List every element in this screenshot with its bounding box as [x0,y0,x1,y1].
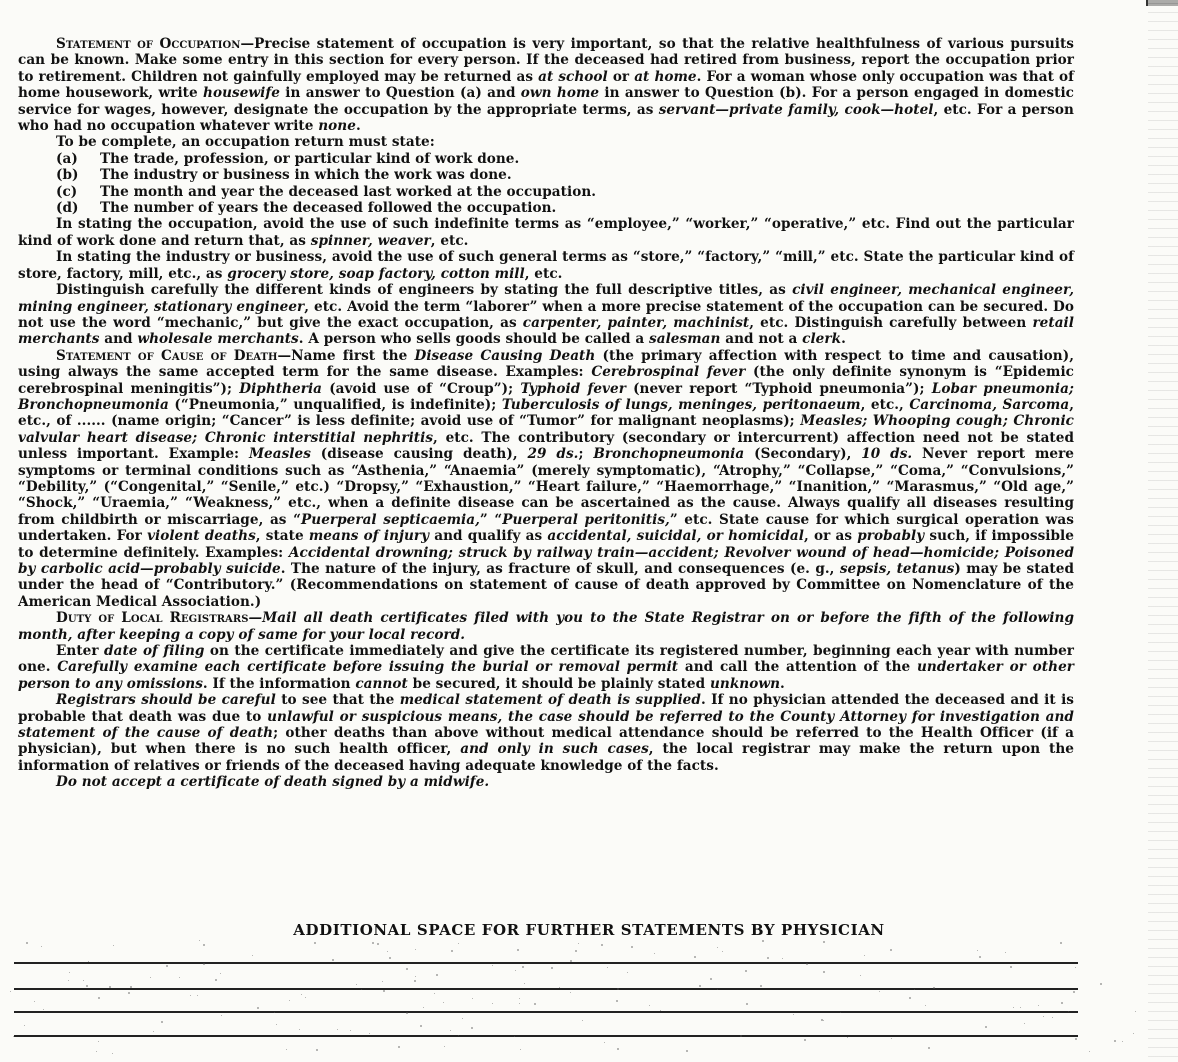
list-key: (c) [56,183,78,200]
reg-text: , the local registrar may make the return upon the information of relatives or friends of the deceased having adequate knowledge of the facts. [18,741,1075,774]
cause-text: ) may be stated under the head of “Contributory.” (Recommendations on statement of cause of death approved by Committee on Nomenclature of the American Medical Association.) [18,561,1075,610]
scan-speck [316,1049,318,1051]
undertaker-omissions: undertaker or other person to any omissions [18,659,1074,692]
scan-speck [1060,942,1062,944]
reg-text: ; other deaths than above without medical attendance should be referred to the Health Officer (if a physician), but when there is no such health officer, [18,725,1074,758]
scan-speck [694,956,696,958]
cause-text: ” “ [479,511,503,528]
scan-speck [864,955,865,956]
at-school: at school [538,68,608,85]
scan-speck [985,1026,987,1028]
scan-speck [130,986,132,988]
writing-line[interactable] [14,1035,1078,1037]
wholesale-merchants: wholesale merchants [137,331,299,348]
scan-speck [337,1029,338,1030]
occupation-intro: —Precise statement of occupation is very important, so that the relative healthfulness of various pursuits can be known. Make some entry in this section for every person. If the deceased had retired from business, report the occupation prior to retirement. Children not gainfully employed may be returned as [18,36,1075,85]
scan-speck [286,1049,287,1050]
scan-speck [458,1035,459,1036]
cause-text: ” etc. State cause for which surgical operation was undertaken. For [18,511,1074,545]
cause-text: —Name first the [277,347,415,364]
scan-speck [153,1031,154,1032]
scan-speck [686,1050,688,1052]
writing-line[interactable] [14,1011,1078,1013]
writing-line[interactable] [14,962,1078,964]
scan-speck [1073,991,1075,993]
list-text: The trade, profession, or particular kind of work done. [100,150,520,167]
scan-speck [782,958,783,959]
scan-speck [436,974,438,976]
scan-speck [582,1020,583,1021]
list-text: The industry or business in which the work was done. [100,167,512,184]
scan-speck [1075,967,1076,968]
scan-speck [914,989,915,990]
scan-speck [69,972,70,973]
none-word: none [318,118,356,135]
cannot: cannot [355,675,408,692]
scan-speck [458,943,459,944]
cause-heading: Statement of Cause of Death [56,347,278,364]
list-text: The number of years the deceased followed the occupation. [100,200,557,217]
scan-speck [617,988,619,990]
scan-speck [804,1039,806,1041]
scan-speck [1005,952,1006,953]
list-item [18,151,1074,167]
scan-speck [361,989,362,990]
scan-speck [415,976,416,977]
scan-speck [649,1005,650,1006]
scan-speck [977,950,978,951]
scan-speck [699,985,701,987]
scan-speck [382,981,383,982]
scan-speck [220,973,221,974]
scan-speck [519,998,520,999]
enter-text: . [780,675,785,692]
writing-line[interactable] [14,988,1078,990]
grocery-examples: grocery store, soap factory, cotton mill [227,265,525,282]
scan-speck [109,986,111,988]
scan-speck [1133,1033,1134,1034]
engineer-titles: civil engineer, mechanical engineer, mining engineer, stationary engineer [18,282,1074,315]
cause-text: (Secondary), [744,446,862,463]
medical-statement: medical statement of death is supplied [399,692,701,709]
occupation-paragraph [18,36,1074,134]
scan-speck [1075,1038,1077,1040]
cause-text: such, if impossible to determine definitely. Examples: [18,528,1074,561]
scan-speck [534,1003,536,1005]
means-of-injury: means of injury [308,528,430,545]
scan-speck [515,970,516,971]
scan-speck [423,1007,424,1008]
scan-speck [215,979,217,981]
engineers-paragraph [18,282,1074,348]
enter-text: and call the attention of the [678,659,917,676]
scan-speck [443,1002,444,1003]
cause-text: (never report “Typhoid pneumonia”); [625,380,932,397]
industry-end: , etc. [524,265,563,282]
scan-speck [332,959,334,961]
scan-speck [13,1036,14,1037]
measles-list: Measles; Whooping cough; Chronic valvular heart disease; Chronic interstitial nephritis [18,413,1074,446]
own-home: own home [520,85,600,102]
scan-speck [524,983,525,984]
scan-speck [559,987,560,988]
scan-speck [1068,1011,1069,1012]
cause-text: Never report mere symptoms or terminal conditions such as “Asthenia,” “Anaemia” (merely symptomatic), “Atrophy,” “Collapse,” “Coma,” “Convulsions,” “Debility,” (“Congenital,” “Senile,” etc.) “Dropsy,” “Exhaustion,” “Heart failure,” “Haemorrhage,” “Inanition,” “Marasmus,” “Old age,” “Shock,” “Uraemia,” “Weakness,” etc., when a definite disease can be ascertained as the cause. Always qualify all diseases resulting from childbirth or miscarriage, as “ [18,446,1074,528]
scan-speck [444,1046,445,1047]
scan-speck [276,1024,277,1025]
scan-speck [722,951,723,952]
scan-speck [387,951,388,952]
scan-speck [150,977,151,978]
scan-speck [575,950,577,952]
scan-speck [305,997,306,998]
typhoid-fever: Typhoid fever [520,380,626,397]
cause-text: (disease causing death), [310,446,528,463]
scan-speck [420,1025,422,1027]
terms-paragraph [18,216,1074,249]
scan-speck [601,944,603,946]
duration-10: 10 ds. [861,446,913,463]
retail-merchants: retail merchants [18,314,1074,348]
list-key: (a) [56,150,78,167]
scan-speck [840,1012,841,1013]
cause-text: , etc. The contributory (secondary or intercurrent) affection need not be stated unless important. Example: [18,429,1075,463]
cause-text: , state [255,528,309,545]
registrars-paragraph [18,692,1074,774]
answer-b-text: in answer to Question (b). For a person engaged in domestic service for wages, however, designate the occupation by the appropriate terms, as [18,85,1074,118]
scan-speck [179,977,180,978]
scan-speck [793,1014,794,1015]
scan-speck [1114,1040,1116,1042]
cause-text: (the only definite synonym is “Epidemic cerebrospinal meningitis”); [18,364,1074,397]
scan-speck [879,991,880,992]
scan-speck [289,1000,290,1001]
scan-speck [746,1003,748,1005]
scan-speck [414,980,416,982]
scan-speck [301,994,302,995]
scan-speck [578,943,579,944]
cause-text: , etc., of ...... (name origin; “Cancer” is less definite; avoid use of “Tumor” for malignant neoplasms); [18,396,1074,430]
end-period: . [841,331,846,348]
lobar-pneumonia: Lobar pneumonia; Bronchopneumonia [18,380,1074,413]
scan-speck [617,1048,619,1050]
industry-paragraph [18,249,1074,282]
scan-speck [514,1036,515,1037]
requirements-list [18,151,1074,217]
duty-heading: Duty of Local Registrars [56,610,249,627]
cause-text: . The nature of the injury, as fracture of skull, and consequences (e. g., [280,561,840,577]
scan-speck [1038,1005,1039,1006]
tuberculosis: Tuberculosis of lungs, meninges, peritonaeum [501,396,861,413]
scan-speck [112,1053,113,1054]
scan-speck [710,978,712,980]
eng-text: Distinguish carefully the different kinds of engineers by stating the full descriptive titles, as [56,282,793,299]
industry-text: In stating the industry or business, avoid the use of such general terms as “store,” “factory,” “mill,” etc. State the particular kind of store, factory, mill, etc., as [18,249,1074,282]
scan-speck [847,1037,848,1038]
scan-speck [34,1001,35,1002]
diphtheria: Diphtheria [239,380,323,397]
scan-speck [522,966,524,968]
unknown: unknown [709,675,781,692]
sepsis-tetanus: sepsis, tetanus [839,561,955,577]
complete-line: To be complete, an occupation return must state: [56,134,435,151]
measles: Measles [248,446,311,463]
scan-speck [928,1047,930,1049]
scan-speck [1089,1051,1090,1052]
scan-speck [627,972,628,973]
scan-speck [717,989,718,990]
list-item [18,184,1074,200]
scan-speck [823,1020,824,1021]
scan-speck [389,957,391,959]
scan-speck [314,942,316,944]
scan-speck [821,1019,823,1021]
probably: probably [857,528,925,545]
puerperal-septicaemia: Puerperal septicaemia, [300,511,480,528]
cause-text: (the primary affection with respect to time and causation), using always the same accepted term for the same disease. Examples: [18,347,1074,381]
occupation-heading: Statement of Occupation [56,36,241,52]
scan-speck [415,949,416,950]
scan-speck [462,1018,463,1019]
scan-speck [492,1003,493,1004]
reg-text: . If no physician attended the deceased and it is probable that death was due to [18,692,1074,725]
none-end: . [355,118,361,135]
scan-speck [398,1046,400,1048]
scan-speck [806,963,808,965]
cause-text: , or as [803,528,858,545]
scan-speck [520,1049,521,1050]
scan-speck [472,998,473,999]
scan-edge-noise [1148,0,1178,1062]
scan-speck [570,992,571,993]
enter-paragraph [18,643,1074,692]
scan-speck [823,971,825,973]
scan-speck [604,1042,605,1043]
enter-text: on the certificate immediately and give the certificate its registered number, beginning each year with number one. [18,643,1074,676]
scan-speck [26,942,28,944]
scan-speck [383,990,385,992]
scan-speck [24,1025,25,1026]
eng-mid2: , etc. Distinguish carefully between [749,314,1033,331]
midwife-line: Do not accept a certificate of death signed by a midwife. [56,774,490,791]
scan-speck [166,965,168,967]
scan-speck [98,1041,99,1042]
enter-text: . If the information [202,675,356,692]
violent-deaths: violent deaths [147,528,256,545]
date-of-filing: date of filing [104,643,205,660]
scan-speck [68,980,69,981]
scan-speck [252,955,253,956]
none-text: , etc. For a person who had no occupation whatever write [18,101,1074,135]
clerk: clerk [802,331,842,348]
scan-speck [860,975,861,976]
cause-text: and qualify as [429,528,548,545]
scan-speck [372,942,374,944]
scan-speck [979,956,981,958]
reg-text: to see that the [275,692,400,709]
eng-mid3: . A person who sells goods should be called a [298,331,650,348]
scan-speck [767,957,769,959]
scan-speck [616,1000,618,1002]
scan-speck [434,993,435,994]
scan-speck [909,997,911,999]
unlawful-means: unlawful or suspicious means, the case should be referred to the County Attorney for investigation and statement of the cause of death [18,708,1074,742]
scan-speck [450,1030,451,1031]
scan-speck [1052,1017,1053,1018]
scan-speck [113,945,114,946]
answer-a-text: in answer to Question (a) and [279,85,521,102]
enter-text: Enter [56,643,105,660]
scan-speck [128,992,130,994]
scan-speck [199,940,200,941]
injury-examples: Accidental drowning; struck by railway train—accident; Revolver wound of head—homicide; Poisoned by carbolic acid—probably suicide [18,544,1074,577]
enter-text: be secured, it should be plainly stated [407,675,710,692]
scan-speck [98,997,100,999]
cause-text: , etc., [860,396,910,413]
scan-speck [96,1051,97,1052]
scan-speck [197,995,198,996]
scan-speck [451,950,453,952]
scan-speck [933,987,935,989]
scan-speck [406,968,408,970]
scan-speck [161,1021,163,1023]
only-in-such-cases: and only in such cases [460,741,649,758]
scan-speck [1043,1016,1044,1017]
puerperal-peritonitis: Puerperal peritonitis, [502,511,670,528]
scan-speck [203,944,205,946]
accidental-suicidal-homicidal: accidental, suicidal, or homicidal [547,528,804,545]
scan-speck [654,953,655,954]
carpenter-examples: carpenter, painter, machinist [522,314,750,331]
scan-speck [890,949,892,951]
salesman: salesman [649,331,721,348]
list-text: The month and year the deceased last worked at the occupation. [100,183,597,200]
cause-text: ; [578,446,594,463]
cause-text: (avoid use of “Croup”); [322,380,521,397]
scan-speck [1013,1007,1014,1008]
housewife: housewife [203,85,280,102]
scan-speck [356,984,357,985]
scan-speck [1135,1011,1136,1012]
spinner-weaver: spinner, weaver [310,232,431,249]
carcinoma-sarcoma: Carcinoma, Sarcoma [909,396,1070,413]
scan-speck [1010,966,1012,968]
duration-29: 29 ds. [527,446,579,463]
scan-speck [631,946,633,948]
and-text: and [99,331,138,348]
bronchopneumonia: Bronchopneumonia [593,446,745,463]
scan-speck [823,941,825,943]
eng-mid: , etc. Avoid the term “laborer” when a more precise statement of the occupation can be secured. Do not use the word “mechanic,” but give the exact occupation, as [18,298,1074,331]
examine-instruction: Carefully examine each certificate before issuing the burial or removal permit [57,659,679,676]
scan-speck [517,949,519,951]
and-not: and not a [720,331,803,348]
scan-speck [762,940,764,942]
cause-paragraph [18,348,1074,611]
list-item [18,200,1074,216]
terms-text: In stating the occupation, avoid the use of such indefinite terms as “employee,” “worker,” “operative,” etc. Find out the particular kind of work done and return that, as [18,216,1074,249]
scan-speck [925,1005,926,1006]
cause-text: (“Pneumonia,” unqualified, is indefinite); [168,396,502,413]
scan-speck [660,1010,661,1011]
woman-text: . For a woman whose only occupation was that of home housework, write [18,68,1074,102]
scan-speck [891,1038,892,1039]
scan-speck [740,1035,742,1037]
scan-speck [203,963,205,965]
scan-speck [1024,1023,1025,1024]
scan-speck [377,943,379,945]
scan-speck [274,1012,275,1013]
scan-speck [257,1007,259,1009]
scan-speck [551,967,553,969]
additional-space-title: ADDITIONAL SPACE FOR FURTHER STATEMENTS BY PHYSICIAN [293,921,885,939]
instructions-document [18,36,1074,791]
terms-end: , etc. [430,232,469,249]
scan-speck [10,991,11,992]
disease-causing-death: Disease Causing Death [414,347,596,364]
scan-speck [221,1015,222,1016]
list-item [18,167,1074,183]
cerebrospinal-fever: Cerebrospinal fever [591,364,746,381]
at-home: at home [634,68,697,85]
registrars-careful: Registrars should be careful [56,692,276,709]
scan-speck [1020,1007,1021,1008]
scan-speck [471,1027,473,1029]
duty-paragraph [18,610,1074,643]
scan-speck [745,970,747,972]
scan-speck [43,1009,44,1010]
scan-speck [406,1012,408,1014]
scan-speck [369,1033,370,1034]
scan-speck [607,967,608,968]
scan-speck [86,985,88,987]
scan-speck [760,985,762,987]
list-key: (b) [56,167,79,184]
scan-speck [519,1003,520,1004]
scan-speck [41,946,42,947]
list-key: (d) [56,200,79,217]
or-text: or [607,68,635,85]
scan-speck [1122,1041,1123,1042]
scan-speck [83,980,84,981]
scan-speck [1100,983,1102,985]
mail-instruction: —Mail all death certificates filed with you to the State Registrar on or before the fifth of the following month, after keeping a copy of same for your local record. [18,610,1075,643]
scan-speck [717,947,718,948]
scan-speck [190,995,191,996]
servant-terms: servant—private family, cook—hotel [658,101,934,118]
scan-speck [492,965,493,966]
scan-speck [570,960,572,962]
scan-speck [88,961,89,962]
scan-speck [1061,1002,1063,1004]
scan-speck [299,1029,300,1030]
scan-speck [350,1030,351,1031]
